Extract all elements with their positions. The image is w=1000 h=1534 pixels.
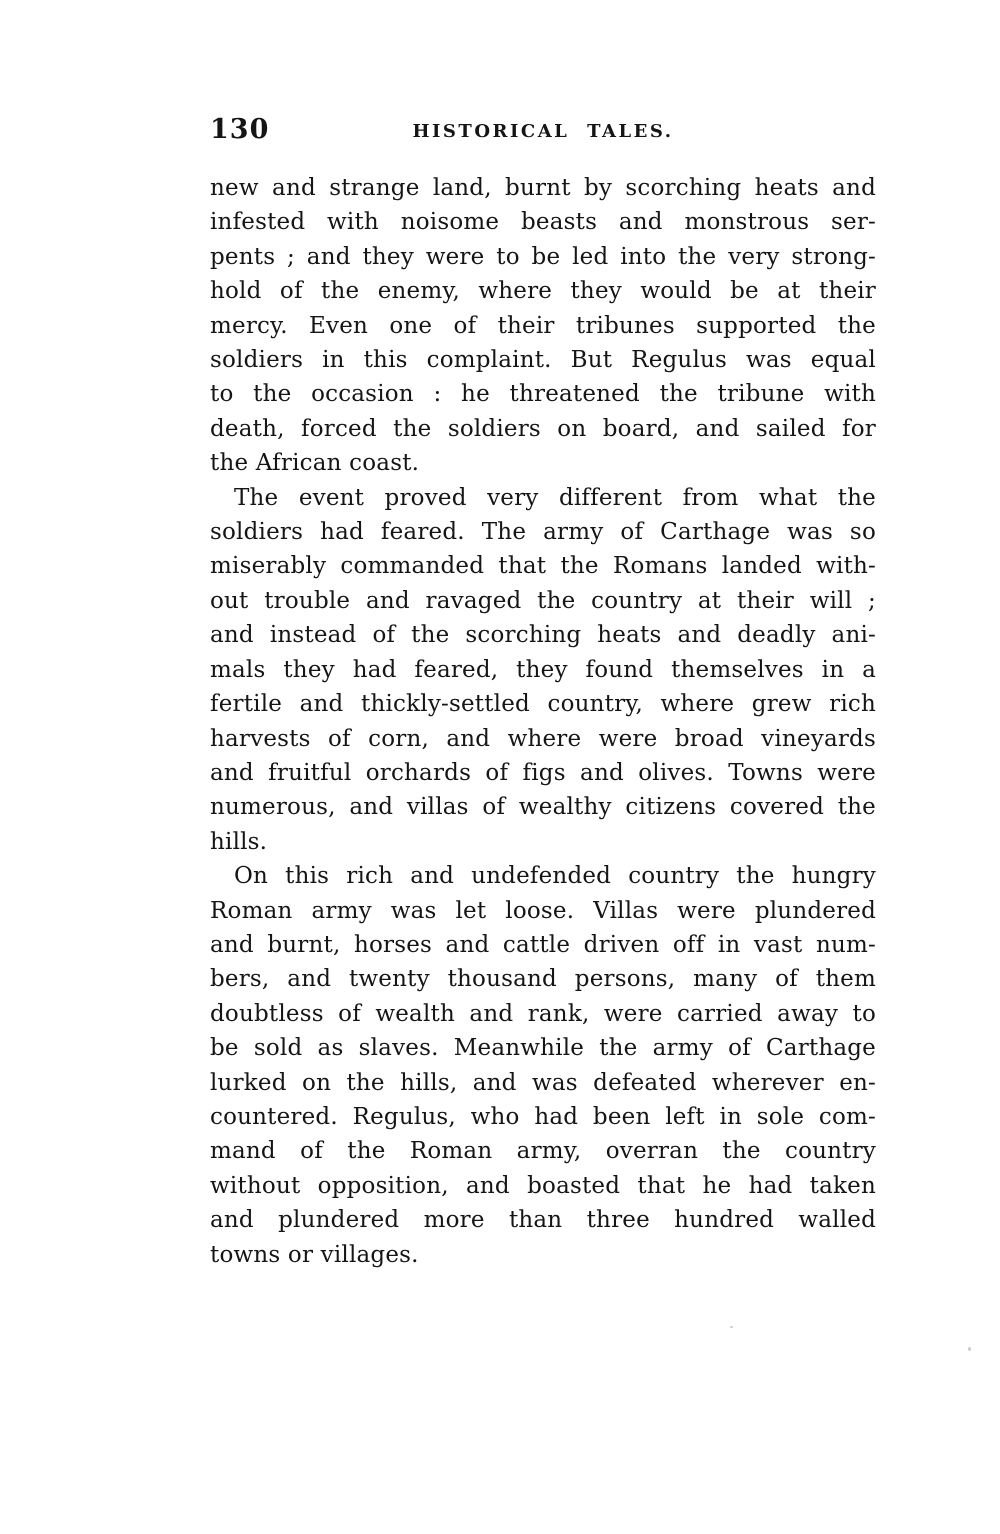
text-line: Roman army was let loose. Villas were plundered bbox=[210, 897, 876, 924]
text-line: and plundered more than three hundred walled bbox=[210, 1207, 876, 1234]
text-line: countered. Regulus, who had been left in sole com- bbox=[210, 1103, 876, 1130]
text-line: new and strange land, burnt by scorching heats and bbox=[210, 175, 876, 201]
page-number: 130 bbox=[210, 114, 270, 145]
text-line: towns or villages. bbox=[210, 1241, 419, 1268]
page-header bbox=[210, 0, 876, 160]
text-line: mand of the Roman army, overran the country bbox=[210, 1138, 876, 1165]
text-line: the African coast. bbox=[210, 450, 420, 477]
text-line: soldiers in this complaint. But Regulus was equal bbox=[210, 347, 876, 374]
text-line: without opposition, and boasted that he had taken bbox=[210, 1172, 876, 1199]
paragraph bbox=[210, 859, 876, 1272]
paragraph bbox=[210, 171, 876, 481]
text-line: miserably commanded that the Romans landed with- bbox=[210, 553, 876, 580]
text-line: hold of the enemy, where they would be at their bbox=[210, 278, 876, 305]
text-line: death, forced the soldiers on board, and sailed for bbox=[210, 415, 876, 442]
text-line: lurked on the hills, and was defeated wherever en- bbox=[210, 1069, 876, 1096]
text-line: be sold as slaves. Meanwhile the army of Carthage bbox=[210, 1035, 876, 1062]
text-line: pents ; and they were to be led into the very strong- bbox=[210, 243, 876, 270]
text-line: mals they had feared, they found themselves in a bbox=[210, 656, 876, 683]
text-line: soldiers had feared. The army of Carthage was so bbox=[210, 519, 876, 546]
text-line: hills. bbox=[210, 828, 268, 855]
text-line: On this rich and undefended country the hungry bbox=[234, 863, 876, 890]
text-line: infested with noisome beasts and monstrous ser- bbox=[210, 209, 876, 236]
text-line: and instead of the scorching heats and deadly ani- bbox=[210, 622, 876, 649]
text-line: and fruitful orchards of figs and olives. Towns were bbox=[210, 759, 876, 786]
text-line: The event proved very different from what the bbox=[234, 484, 876, 511]
scan-speck bbox=[968, 1347, 971, 1351]
text-line: mercy. Even one of their tribunes supported the bbox=[210, 312, 876, 339]
text-line: and burnt, horses and cattle driven off in vast num- bbox=[210, 931, 876, 958]
text-line: bers, and twenty thousand persons, many of them bbox=[210, 966, 876, 993]
text-line: fertile and thickly-settled country, where grew rich bbox=[210, 691, 876, 718]
running-title: HISTORICAL TALES. bbox=[412, 121, 674, 142]
text-line: out trouble and ravaged the country at their will ; bbox=[210, 587, 876, 614]
paragraph bbox=[210, 481, 876, 859]
text-line: numerous, and villas of wealthy citizens covered the bbox=[210, 794, 876, 821]
scan-speck bbox=[730, 1326, 733, 1328]
body-text bbox=[210, 171, 876, 1272]
text-line: harvests of corn, and where were broad vineyards bbox=[210, 725, 876, 752]
text-line: doubtless of wealth and rank, were carried away to bbox=[210, 1000, 876, 1027]
text-line: to the occasion : he threatened the tribune with bbox=[210, 381, 876, 408]
